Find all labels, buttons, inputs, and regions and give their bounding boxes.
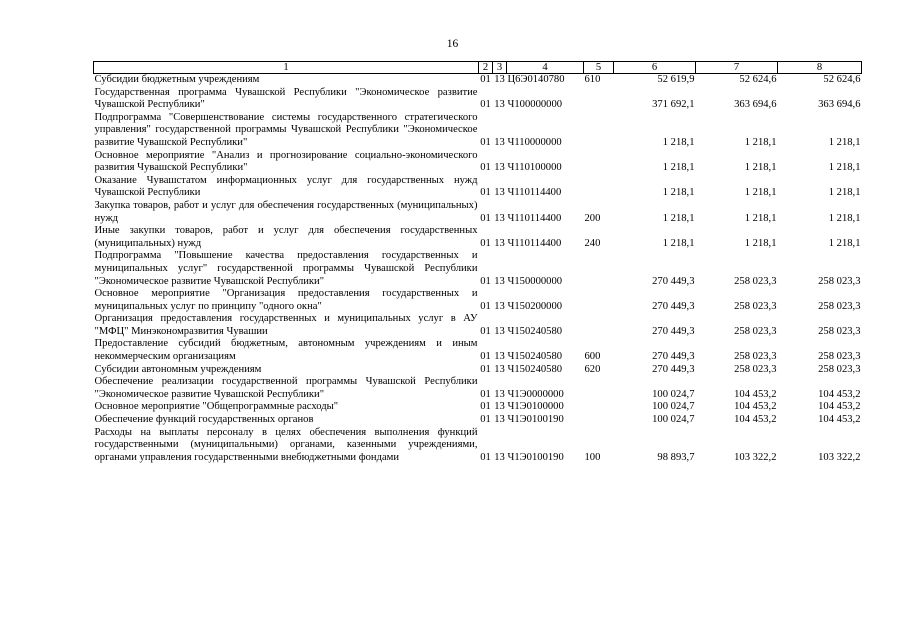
row-subsection: 13: [494, 275, 505, 287]
row-target-code: Ч110114400: [507, 187, 562, 199]
row-subsection: 13: [494, 162, 505, 174]
row-section: 01: [480, 212, 491, 224]
table-row: [94, 376, 862, 401]
table-row: [94, 250, 862, 288]
table-body: [94, 74, 862, 465]
row-name: Основное мероприятие "Общепрограммные расходы": [94, 401, 339, 413]
row-name: Основное мероприятие "Организация предоставления государственных и муниципальных услуг по принципу "одного окна": [94, 288, 478, 312]
row-amount-1: 100 024,7: [652, 401, 695, 413]
row-subsection: 13: [494, 351, 505, 363]
row-amount-3: 258 023,3: [818, 351, 861, 363]
row-amount-3: 1 218,1: [828, 237, 861, 249]
row-target-code: Ц6Э0140780: [507, 74, 565, 85]
row-amount-2: 104 453,2: [734, 401, 777, 413]
row-amount-3: 258 023,3: [818, 325, 861, 337]
row-amount-2: 363 694,6: [734, 99, 777, 111]
row-subsection: 13: [494, 136, 505, 148]
row-name: Подпрограмма "Повышение качества предоставления государственных и муниципальных услуг" государственной программы Чувашской Республики "Экономическое развитие Чувашской Республики": [94, 250, 478, 287]
row-name: Предоставление субсидий бюджетным, автономным учреждениям и иным некоммерческим организациям: [94, 338, 478, 363]
row-subsection: 13: [494, 325, 505, 337]
row-target-code: Ч150240580: [507, 325, 563, 337]
row-section: 01: [480, 74, 491, 85]
row-expense-type: [584, 288, 614, 313]
row-target-code: Ч110114400: [507, 212, 562, 224]
row-section: 01: [480, 351, 491, 363]
row-subsection: 13: [494, 414, 505, 426]
row-expense-type: 100: [584, 451, 601, 463]
row-expense-type: 200: [584, 212, 601, 224]
row-section: 01: [480, 414, 491, 426]
table-row: [94, 74, 862, 87]
row-amount-3: 104 453,2: [818, 414, 861, 426]
row-target-code: Ч1Э0100190: [507, 414, 564, 426]
header-row: [94, 62, 862, 74]
row-amount-1: 98 893,7: [657, 451, 695, 463]
row-target-code: Ч1Э0000000: [507, 388, 564, 400]
row-amount-1: 1 218,1: [662, 162, 695, 174]
row-amount-1: 1 218,1: [662, 187, 695, 199]
column-header-2: 2: [479, 62, 493, 74]
column-header-8: 8: [778, 62, 862, 74]
row-amount-2: 103 322,2: [734, 451, 777, 463]
row-expense-type: [584, 376, 614, 401]
table-header: [94, 62, 862, 74]
row-amount-2: 258 023,3: [734, 351, 777, 363]
row-expense-type: [584, 401, 614, 414]
row-target-code: Ч1Э0100190: [507, 451, 564, 463]
row-section: 01: [480, 363, 491, 375]
table-row: [94, 401, 862, 414]
row-amount-1: 1 218,1: [662, 212, 695, 224]
row-section: 01: [480, 325, 491, 337]
row-name: Закупка товаров, работ и услуг для обеспечения государственных (муниципальных) нужд: [94, 199, 478, 224]
row-amount-1: 100 024,7: [652, 414, 695, 426]
row-amount-1: 270 449,3: [652, 300, 695, 312]
row-name: Организация предоставления государственных и муниципальных услуг в АУ "МФЦ" Минэкономразвития Чувашии: [94, 313, 478, 337]
row-subsection: 13: [494, 212, 505, 224]
row-name: Оказание Чувашстатом информационных услуг для государственных нужд Чувашской Республики: [94, 174, 478, 199]
row-subsection: 13: [494, 187, 505, 199]
row-expense-type: [584, 313, 614, 338]
row-amount-1: 270 449,3: [652, 325, 695, 337]
row-amount-2: 104 453,2: [734, 388, 777, 400]
row-name: Субсидии бюджетным учреждениям: [94, 74, 260, 85]
row-amount-2: 104 453,2: [734, 414, 777, 426]
row-target-code: Ч150240580: [507, 363, 563, 375]
row-name: Подпрограмма "Совершенствование системы государственного стратегического управления" государственной программы Чувашской Республики "Экономическое развитие Чувашской Республики": [94, 111, 478, 148]
table-row: [94, 364, 862, 377]
row-expense-type: 600: [584, 351, 601, 363]
row-section: 01: [480, 275, 491, 287]
row-subsection: 13: [494, 401, 505, 413]
row-subsection: 13: [494, 237, 505, 249]
row-amount-2: 258 023,3: [734, 325, 777, 337]
row-name: Иные закупки товаров, работ и услуг для обеспечения государственных (муниципальных) нужд: [94, 225, 478, 249]
row-name: Субсидии автономным учреждениям: [94, 363, 262, 375]
table-row: [94, 87, 862, 112]
row-amount-2: 258 023,3: [734, 275, 777, 287]
row-target-code: Ч1Э0100000: [507, 401, 564, 413]
row-amount-1: 270 449,3: [652, 275, 695, 287]
row-target-code: Ч110000000: [507, 136, 562, 148]
budget-table: [93, 61, 862, 464]
row-amount-3: 104 453,2: [818, 388, 861, 400]
row-expense-type: [584, 250, 614, 288]
row-amount-2: 1 218,1: [744, 187, 777, 199]
table-row: [94, 175, 862, 200]
row-target-code: Ч150240580: [507, 351, 563, 363]
column-header-7: 7: [696, 62, 778, 74]
row-section: 01: [480, 136, 491, 148]
row-amount-2: 258 023,3: [734, 300, 777, 312]
row-expense-type: [584, 414, 614, 427]
table-row: [94, 313, 862, 338]
table-row: [94, 427, 862, 465]
row-target-code: Ч110100000: [507, 162, 562, 174]
column-header-3: 3: [493, 62, 507, 74]
row-amount-1: 52 619,9: [657, 74, 695, 85]
row-subsection: 13: [494, 300, 505, 312]
row-amount-3: 1 218,1: [828, 212, 861, 224]
row-section: 01: [480, 187, 491, 199]
table-row: [94, 338, 862, 363]
table-row: [94, 112, 862, 150]
table-row: [94, 225, 862, 250]
table-row: [94, 200, 862, 225]
row-subsection: 13: [494, 363, 505, 375]
row-expense-type: [584, 150, 614, 175]
row-amount-3: 1 218,1: [828, 162, 861, 174]
row-amount-3: 52 624,6: [823, 74, 861, 85]
row-expense-type: [584, 112, 614, 150]
table-row: [94, 150, 862, 175]
row-amount-3: 258 023,3: [818, 275, 861, 287]
row-amount-3: 1 218,1: [828, 136, 861, 148]
row-name: Расходы на выплаты персоналу в целях обеспечения выполнения функций государственными (муниципальными) органами, казенными учреждениями, органами управления государственными внебюджетными фондами: [94, 426, 478, 463]
row-amount-1: 371 692,1: [652, 99, 695, 111]
row-target-code: Ч100000000: [507, 99, 563, 111]
row-amount-2: 1 218,1: [744, 212, 777, 224]
row-amount-2: 258 023,3: [734, 363, 777, 375]
table-row: [94, 414, 862, 427]
row-amount-3: 258 023,3: [818, 363, 861, 375]
row-expense-type: [584, 175, 614, 200]
column-header-6: 6: [614, 62, 696, 74]
row-target-code: Ч150200000: [507, 300, 563, 312]
row-section: 01: [480, 162, 491, 174]
row-expense-type: 620: [584, 363, 601, 375]
column-header-4: 4: [507, 62, 584, 74]
row-section: 01: [480, 300, 491, 312]
page-number: 16: [446, 38, 459, 50]
row-amount-3: 1 218,1: [828, 187, 861, 199]
row-amount-2: 52 624,6: [739, 74, 777, 85]
row-subsection: 13: [494, 74, 505, 85]
row-expense-type: 240: [584, 237, 601, 249]
row-amount-1: 1 218,1: [662, 136, 695, 148]
row-name: Основное мероприятие "Анализ и прогнозирование социально-экономического развития Чувашской Республики": [94, 149, 478, 174]
column-header-5: 5: [584, 62, 614, 74]
row-subsection: 13: [494, 451, 505, 463]
row-subsection: 13: [494, 388, 505, 400]
row-amount-1: 100 024,7: [652, 388, 695, 400]
row-expense-type: [584, 87, 614, 112]
row-amount-3: 103 322,2: [818, 451, 861, 463]
row-amount-2: 1 218,1: [744, 136, 777, 148]
row-section: 01: [480, 401, 491, 413]
row-name: Государственная программа Чувашской Республики "Экономическое развитие Чувашской Республики": [94, 86, 478, 111]
row-name: Обеспечение функций государственных органов: [94, 414, 314, 426]
table-row: [94, 288, 862, 313]
row-subsection: 13: [494, 99, 505, 111]
row-section: 01: [480, 99, 491, 111]
row-amount-1: 270 449,3: [652, 363, 695, 375]
row-amount-3: 363 694,6: [818, 99, 861, 111]
row-section: 01: [480, 451, 491, 463]
row-amount-2: 1 218,1: [744, 162, 777, 174]
row-amount-3: 258 023,3: [818, 300, 861, 312]
row-amount-1: 1 218,1: [662, 237, 695, 249]
row-section: 01: [480, 237, 491, 249]
column-header-1: 1: [94, 62, 479, 74]
row-expense-type: 610: [584, 74, 601, 85]
row-amount-3: 104 453,2: [818, 401, 861, 413]
row-name: Обеспечение реализации государственной программы Чувашской Республики "Экономическое развитие Чувашской Республики": [94, 376, 478, 400]
row-amount-2: 1 218,1: [744, 237, 777, 249]
row-target-code: Ч110114400: [507, 237, 562, 249]
row-target-code: Ч150000000: [507, 275, 563, 287]
row-amount-1: 270 449,3: [652, 351, 695, 363]
row-section: 01: [480, 388, 491, 400]
